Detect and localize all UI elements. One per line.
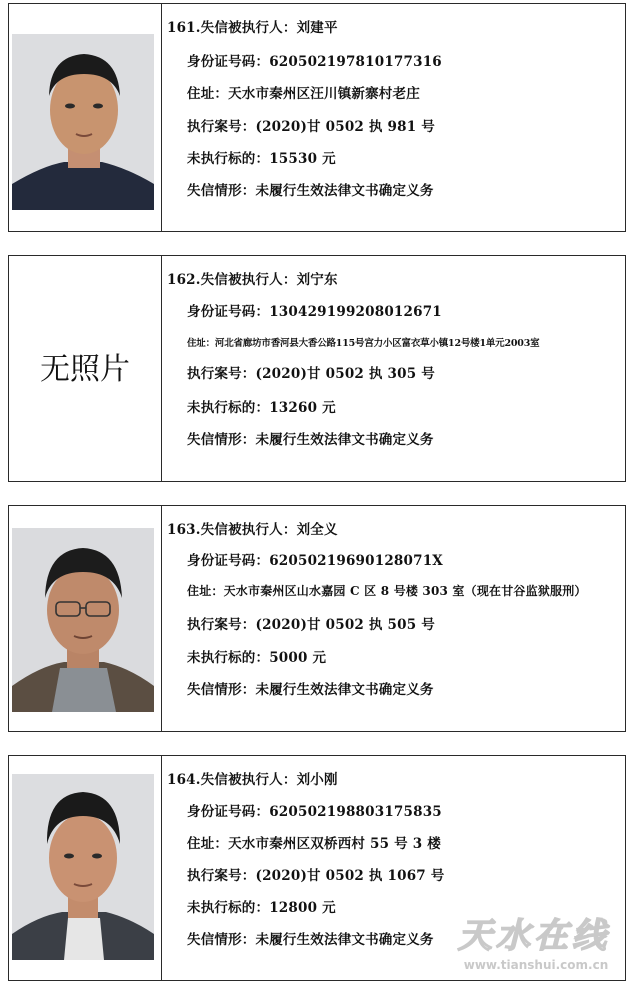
id-label: 身份证号码： [187, 804, 270, 820]
address-label: 住址： [187, 836, 229, 852]
amount-label: 未执行标的： [187, 650, 270, 666]
situation-value: 未履行生效法律文书确定义务 [255, 932, 434, 948]
id-label: 身份证号码： [187, 553, 270, 569]
address-label: 住址： [187, 584, 224, 598]
address-value: 河北省廊坊市香河县大香公路115号宫力小区富衣草小镇12号楼1单元2003室 [214, 338, 540, 349]
record-card-162 [8, 255, 626, 482]
situation-value: 未履行生效法律文书确定义务 [255, 183, 434, 199]
address-label: 住址： [187, 338, 215, 349]
situation-label: 失信情形： [187, 183, 256, 199]
photo-cell [9, 506, 162, 731]
amount-value: 13260 元 [269, 400, 336, 416]
id-value: 62050219690128071X [269, 553, 443, 569]
watermark-url: www.tianshui.com.cn [463, 958, 609, 972]
case-label: 执行案号： [187, 119, 256, 135]
photo-cell [9, 256, 162, 481]
address-row [187, 335, 539, 349]
situation-value: 未履行生效法律文书确定义务 [255, 682, 434, 698]
id-value: 620502197810177316 [269, 54, 442, 70]
amount-value: 15530 元 [269, 151, 336, 167]
case-number-row [187, 115, 435, 135]
person-photo [12, 528, 154, 712]
case-value: (2020)甘 0502 执 1067 号 [255, 868, 445, 884]
case-number-row [187, 362, 435, 382]
address-value: 天水市秦州区汪川镇新寨村老庄 [228, 86, 420, 102]
id-label: 身份证号码： [187, 304, 270, 320]
case-value: (2020)甘 0502 执 981 号 [255, 119, 435, 135]
address-row [187, 582, 587, 599]
record-header: 161.失信被执行人：刘建平 [167, 20, 338, 36]
case-label: 执行案号： [187, 868, 256, 884]
photo-cell [9, 756, 162, 980]
id-label: 身份证号码： [187, 54, 270, 70]
situation-row [187, 428, 434, 448]
id-number-row [187, 800, 442, 820]
record-header: 162.失信被执行人：刘宁东 [167, 272, 338, 288]
address-value: 天水市秦州区山水嘉园 C 区 8 号楼 303 室（现在甘谷监狱服刑） [223, 584, 587, 598]
case-number-row [187, 613, 435, 633]
id-number-row [187, 549, 443, 569]
amount-row [187, 396, 336, 416]
address-row [187, 832, 441, 852]
amount-label: 未执行标的： [187, 151, 270, 167]
amount-row [187, 147, 336, 167]
case-value: (2020)甘 0502 执 505 号 [255, 617, 435, 633]
amount-value: 5000 元 [269, 650, 327, 666]
amount-label: 未执行标的： [187, 400, 270, 416]
amount-label: 未执行标的： [187, 900, 270, 916]
situation-label: 失信情形： [187, 682, 256, 698]
id-number-row [187, 300, 442, 320]
address-value: 天水市秦州区双桥西村 55 号 3 楼 [228, 836, 441, 852]
address-label: 住址： [187, 86, 229, 102]
record-card-161 [8, 3, 626, 232]
situation-label: 失信情形： [187, 432, 256, 448]
situation-value: 未履行生效法律文书确定义务 [255, 432, 434, 448]
case-label: 执行案号： [187, 366, 256, 382]
situation-row [187, 928, 434, 948]
case-number-row [187, 864, 445, 884]
record-header: 164.失信被执行人：刘小刚 [167, 772, 338, 788]
situation-label: 失信情形： [187, 932, 256, 948]
address-row [187, 82, 420, 102]
amount-row [187, 896, 336, 916]
no-photo-text: 无照片 [40, 353, 130, 386]
case-label: 执行案号： [187, 617, 256, 633]
photo-cell [9, 4, 162, 231]
watermark-logo-text: 天水在线 [458, 916, 610, 956]
record-card-163 [8, 505, 626, 732]
amount-value: 12800 元 [269, 900, 336, 916]
person-photo [12, 34, 154, 210]
situation-row [187, 179, 434, 199]
person-photo [12, 774, 154, 960]
record-header: 163.失信被执行人：刘全义 [167, 522, 338, 538]
id-value: 620502198803175835 [269, 804, 442, 820]
id-number-row [187, 50, 442, 70]
site-watermark [444, 907, 624, 977]
id-value: 130429199208012671 [269, 304, 442, 320]
case-value: (2020)甘 0502 执 305 号 [255, 366, 435, 382]
amount-row [187, 646, 326, 666]
situation-row [187, 678, 434, 698]
